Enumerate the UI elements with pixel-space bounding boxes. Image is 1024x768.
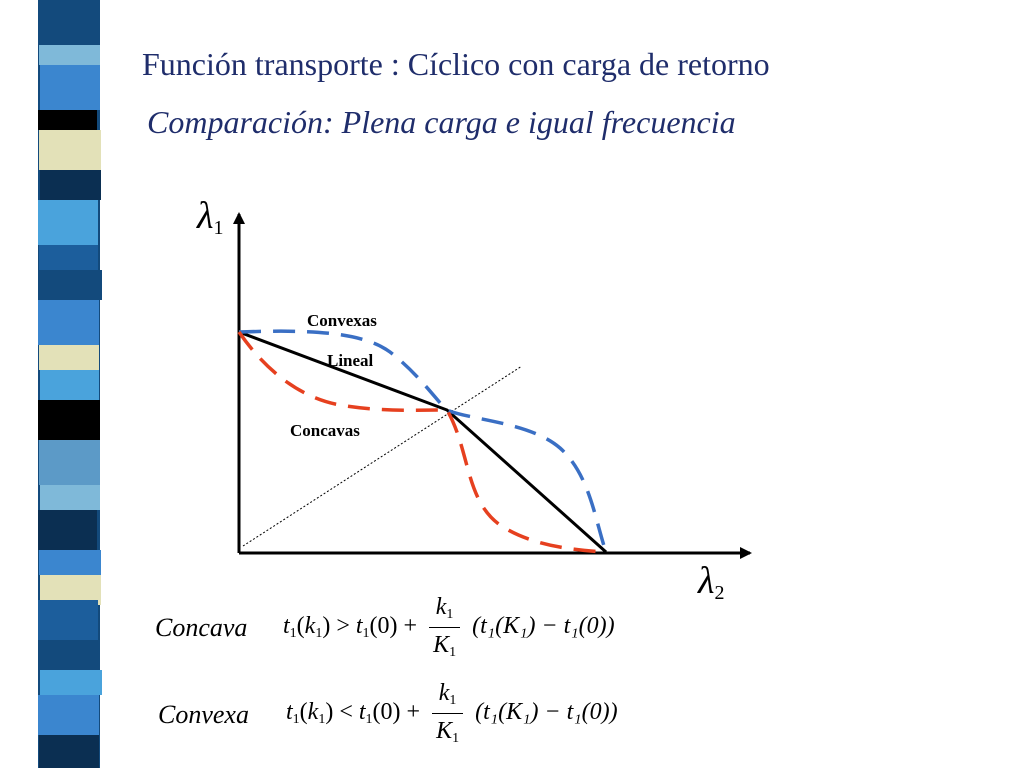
x-axis-label: λ2 [698,560,725,604]
page-subtitle: Comparación: Plena carga e igual frecuencia [147,104,736,140]
y-axis-label: λ1 [197,195,224,239]
convex-curve [239,331,606,552]
label-lineal: Lineal [327,351,374,370]
equation-concava-label: Concava [155,613,248,642]
diagonal-reference-line [243,366,522,546]
fraction-concava: $\frac{k_1}{K_1}$ [429,594,460,661]
label-concavas: Concavas [290,421,360,440]
equation-convexa-label: Convexa [158,700,249,729]
fraction-convexa: $\frac{k_1}{K_1}$ [432,680,463,747]
equation-concava: $t_1(k_1) > t_1(0)$ + $\frac{k_1}{K_1}$ (t₁(K₁) − t₁(0)) [283,594,615,660]
page-title: Función transporte : Cíclico con carga de retorno [142,46,770,82]
equation-convexa: $t_1(k_1) < t_1(0)$ + $\frac{k_1}{K_1}$ (t₁(K₁) − t₁(0)) [286,680,618,746]
label-convexas: Convexas [307,311,377,330]
